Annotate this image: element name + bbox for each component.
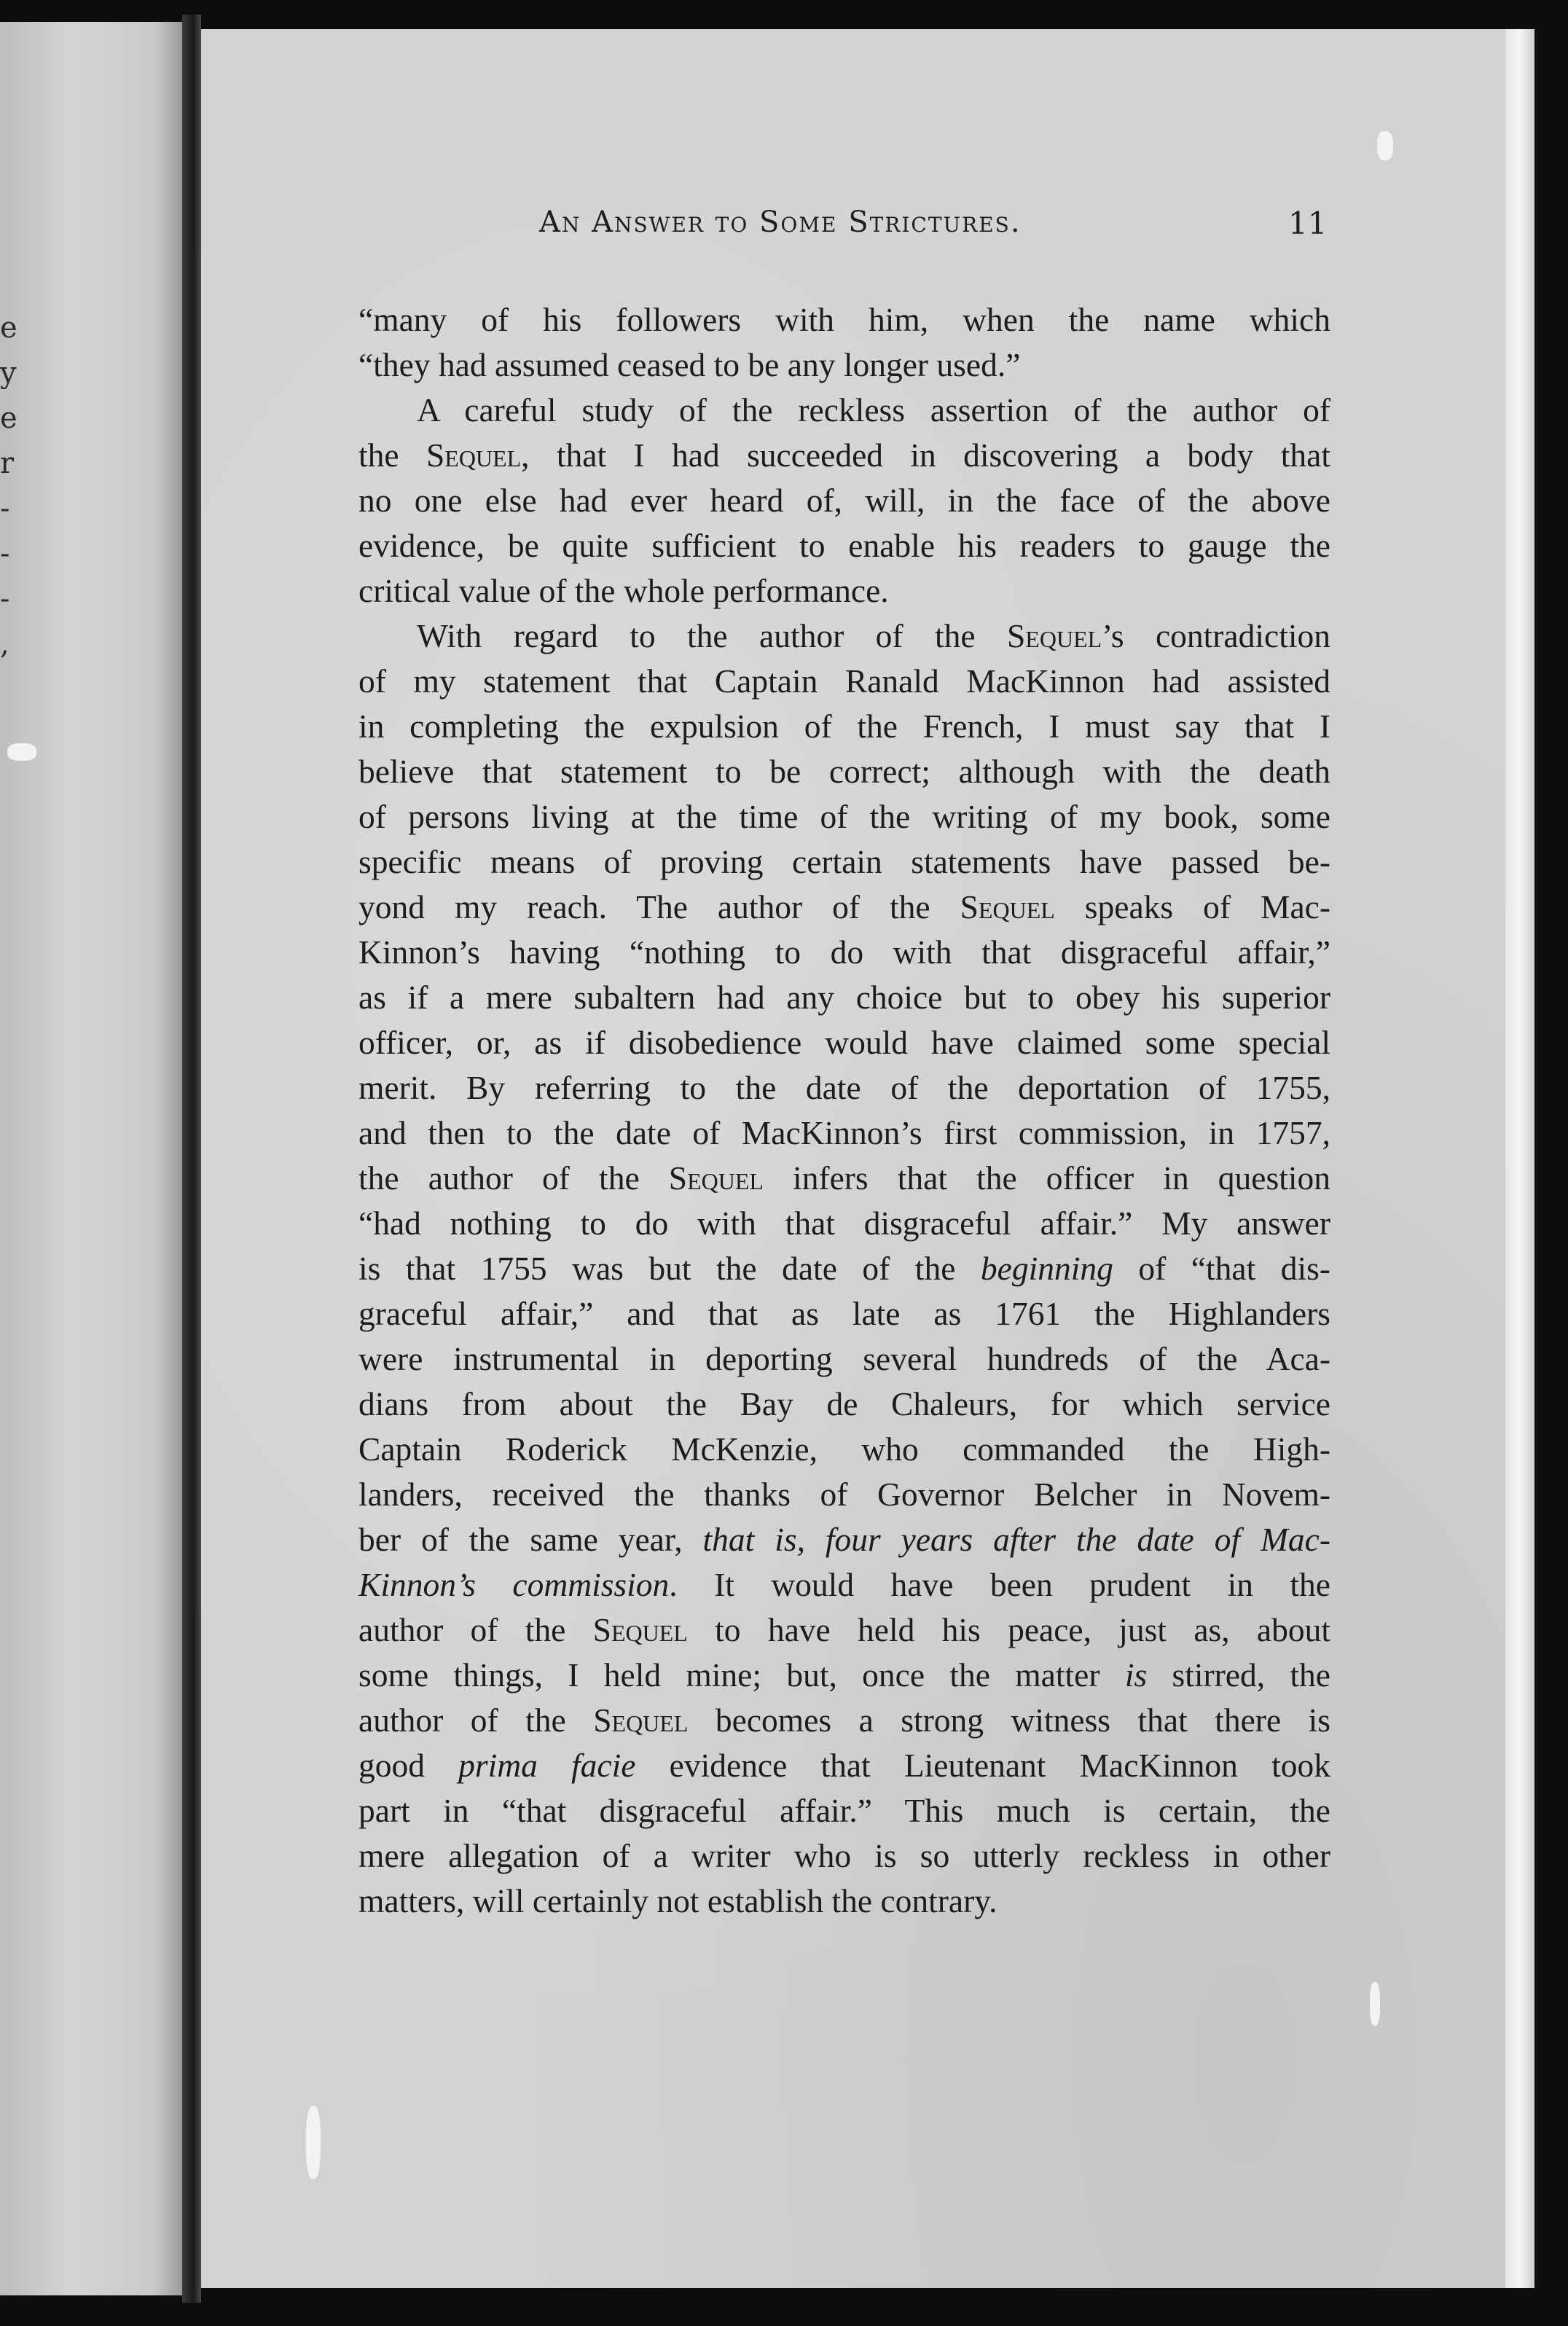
italic-text: prima facie (458, 1747, 636, 1784)
text-line (358, 659, 1330, 704)
text-line (358, 1653, 1330, 1698)
small-caps-text: Sequel (592, 1611, 688, 1648)
text-segment: specific means of proving certain statements have passed be- (358, 843, 1330, 880)
edge-fragment: , (0, 627, 9, 661)
text-line (358, 930, 1330, 975)
text-segment: A careful study of the reckless assertion of the author of (417, 391, 1330, 428)
text-line (358, 342, 1330, 388)
scan-speck (1370, 1982, 1380, 2026)
text-segment: believe that statement to be correct; although with the death (358, 753, 1330, 790)
text-line (358, 297, 1330, 342)
text-segment: ber of the same year, (358, 1521, 703, 1558)
text-line (358, 749, 1330, 794)
text-segment: as if a mere subaltern had any choice but to obey his superior (358, 979, 1330, 1016)
text-segment: . It would have been prudent in the (669, 1566, 1330, 1603)
text-line (358, 1291, 1330, 1336)
text-line (358, 433, 1330, 478)
text-segment: ’s contradiction (1102, 617, 1330, 654)
italic-text: that is, four years after the date of Mac- (702, 1521, 1331, 1558)
text-line (358, 839, 1330, 885)
italic-text: beginning (980, 1250, 1113, 1287)
edge-fragment: - (0, 492, 10, 525)
text-segment: the (358, 436, 426, 474)
text-segment: , that I had succeeded in discovering a body that (521, 436, 1330, 474)
edge-fragment: y (0, 356, 17, 390)
page-edge (1505, 29, 1534, 2288)
text-segment: and then to the date of MacKinnon’s first commission, in 1757, (358, 1114, 1330, 1151)
text-line (358, 704, 1330, 749)
text-line (358, 1427, 1330, 1472)
text-line (358, 1246, 1330, 1291)
text-line (358, 1111, 1330, 1156)
text-segment: stirred, the (1147, 1656, 1330, 1693)
italic-text: Kinnon’s commission (358, 1566, 670, 1603)
text-line (358, 1608, 1330, 1653)
text-line (358, 1562, 1330, 1608)
edge-fragment: - (0, 582, 10, 616)
body-text (358, 297, 1330, 1924)
text-segment: infers that the officer in question (763, 1159, 1330, 1197)
text-segment: landers, received the thanks of Governor Belcher in Novem- (358, 1476, 1330, 1513)
text-segment: “had nothing to do with that disgraceful affair.” My answer (358, 1205, 1330, 1242)
scan-speck (7, 743, 36, 761)
text-segment: to have held his peace, just as, about (687, 1611, 1330, 1648)
small-caps-text: Sequel (960, 888, 1055, 925)
text-segment: evidence, be quite sufficient to enable his readers to gauge the (358, 527, 1330, 564)
text-line (358, 568, 1330, 614)
text-segment: the author of the (358, 1159, 669, 1197)
text-line (358, 1472, 1330, 1517)
text-segment: is that 1755 was but the date of the (358, 1250, 981, 1287)
text-line (358, 885, 1330, 930)
text-segment: evidence that Lieutenant MacKinnon took (635, 1747, 1330, 1784)
text-line (358, 1156, 1330, 1201)
text-segment: matters, will certainly not establish the contrary. (358, 1882, 997, 1919)
small-caps-text: Sequel (668, 1159, 764, 1197)
running-head: An Answer to Some Strictures. (539, 205, 1022, 239)
text-segment: Kinnon’s having “nothing to do with that disgraceful affair,” (358, 933, 1330, 971)
scan-speck (306, 2106, 321, 2179)
text-line (358, 614, 1330, 659)
text-segment: speaks of Mac- (1054, 888, 1330, 925)
text-line (358, 1698, 1330, 1743)
text-segment: dians from about the Bay de Chaleurs, for which service (358, 1385, 1330, 1422)
text-segment: “they had assumed ceased to be any longer used.” (358, 346, 1021, 383)
text-line (358, 1517, 1330, 1562)
edge-fragment: e (0, 311, 17, 345)
text-segment: author of the (358, 1702, 594, 1739)
text-segment: yond my reach. The author of the (358, 888, 960, 925)
text-segment: part in “that disgraceful affair.” This much is certain, the (358, 1792, 1330, 1829)
text-segment: were instrumental in deporting several hundreds of the Aca- (358, 1340, 1330, 1377)
text-line (358, 1201, 1330, 1246)
text-segment: becomes a strong witness that there is (688, 1702, 1330, 1739)
text-segment: some things, I held mine; but, once the matter (358, 1656, 1125, 1693)
text-segment: critical value of the whole performance. (358, 572, 889, 609)
text-line (358, 478, 1330, 523)
page-number: 11 (1288, 205, 1328, 241)
text-line (358, 1788, 1330, 1833)
text-segment: “many of his followers with him, when the name which (358, 301, 1330, 338)
small-caps-text: Sequel (426, 436, 522, 474)
previous-page-edge (0, 22, 182, 2295)
small-caps-text: Sequel (1007, 617, 1102, 654)
text-segment: graceful affair,” and that as late as 1761 the Highlanders (358, 1295, 1330, 1332)
text-segment: merit. By referring to the date of the deportation of 1755, (358, 1069, 1330, 1106)
text-line (358, 1336, 1330, 1382)
text-line (358, 1020, 1330, 1065)
text-segment: good (358, 1747, 459, 1784)
text-line (358, 1879, 1330, 1924)
edge-fragment: r (0, 447, 15, 480)
book-gutter (182, 15, 201, 2303)
text-segment: in completing the expulsion of the French, I must say that I (358, 708, 1330, 745)
scan-speck (1377, 131, 1393, 160)
text-segment: mere allegation of a writer who is so utterly reckless in other (358, 1837, 1330, 1874)
text-segment: author of the (358, 1611, 593, 1648)
text-segment: of my statement that Captain Ranald MacKinnon had assisted (358, 662, 1330, 700)
text-segment: no one else had ever heard of, will, in the face of the above (358, 482, 1330, 519)
text-segment: of “that dis- (1113, 1250, 1330, 1287)
text-segment: of persons living at the time of the writing of my book, some (358, 798, 1330, 835)
text-line (358, 388, 1330, 433)
text-line (358, 1065, 1330, 1111)
text-line (358, 1382, 1330, 1427)
small-caps-text: Sequel (593, 1702, 689, 1739)
text-line (358, 794, 1330, 839)
text-segment: officer, or, as if disobedience would have claimed some special (358, 1024, 1330, 1061)
edge-fragment: e (0, 402, 17, 435)
text-segment: With regard to the author of the (417, 617, 1007, 654)
text-line (358, 1833, 1330, 1879)
text-line (358, 1743, 1330, 1788)
text-line (358, 975, 1330, 1020)
edge-fragment: - (0, 537, 10, 571)
italic-text: is (1124, 1656, 1148, 1693)
text-segment: Captain Roderick McKenzie, who commanded the High- (358, 1430, 1330, 1468)
text-line (358, 523, 1330, 568)
